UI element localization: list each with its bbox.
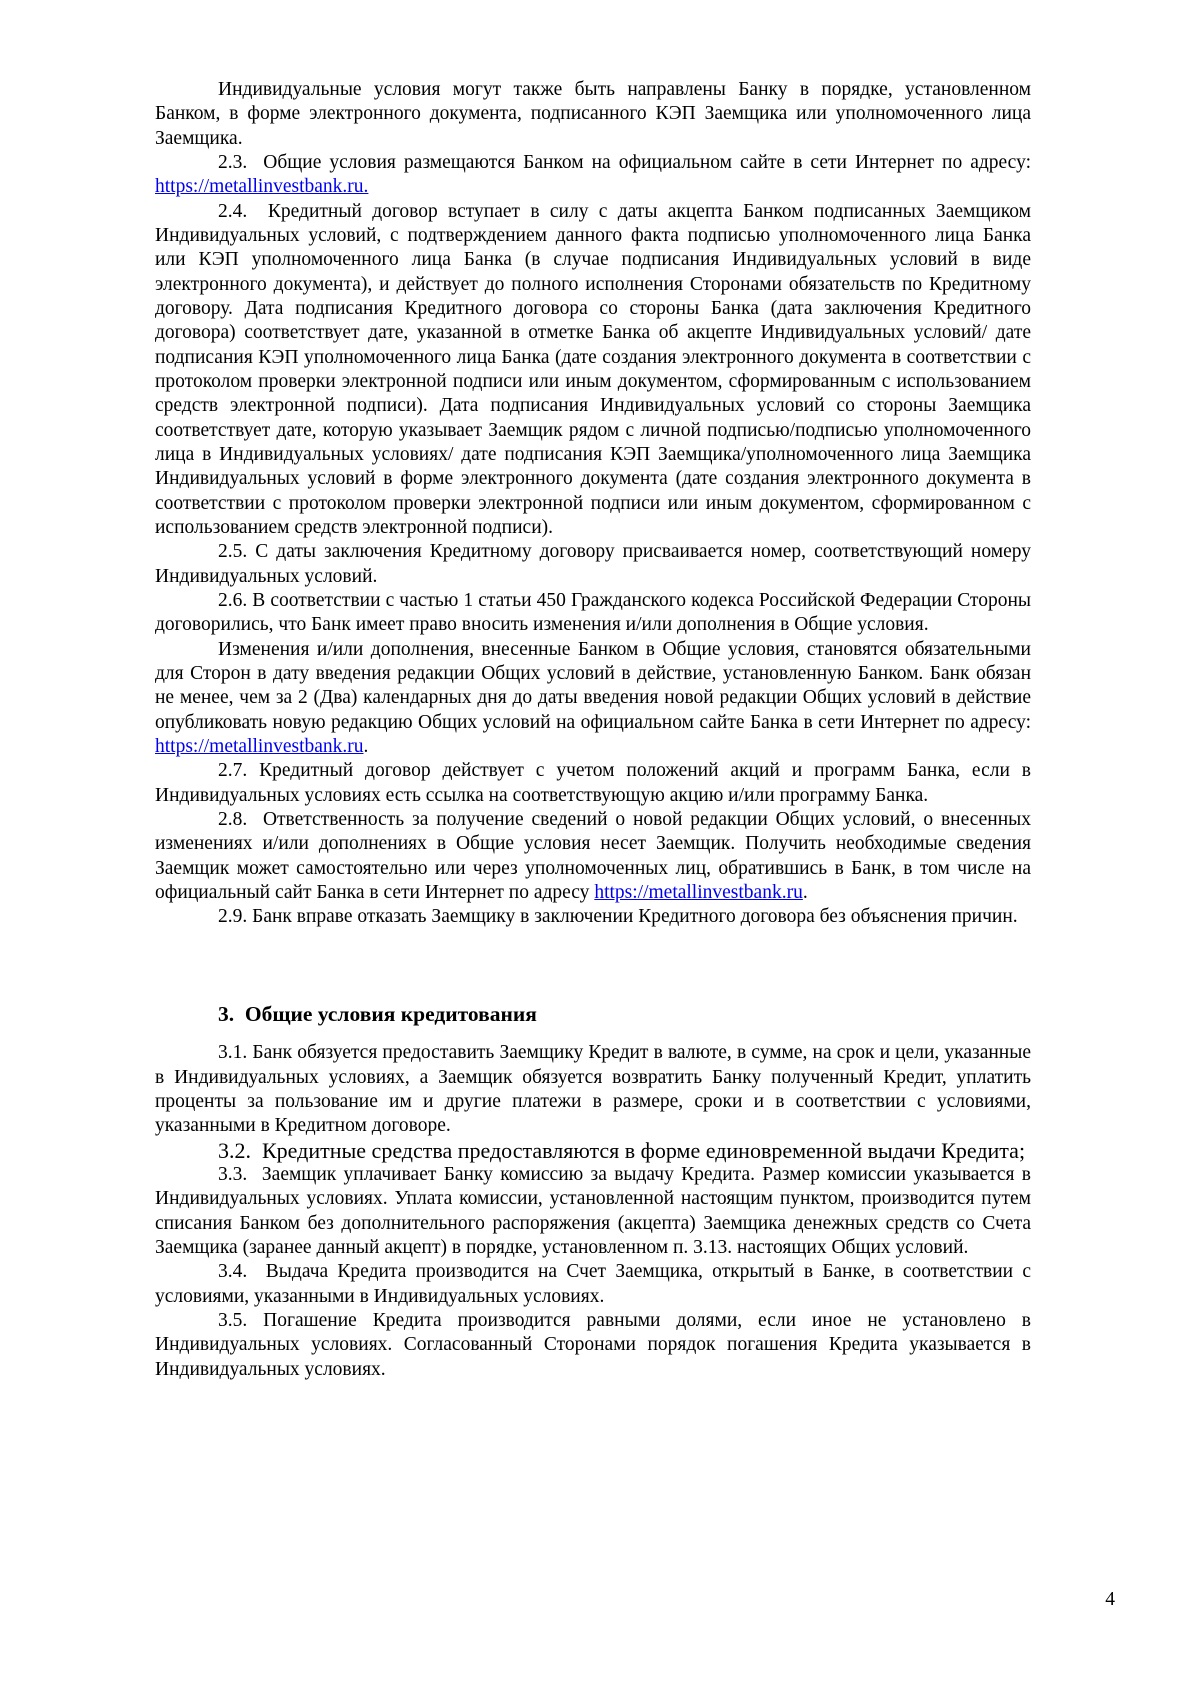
text-run: 2.5. С даты заключения Кредитному договору присваивается номер, соответствующий номеру Индивидуальных условий. (155, 541, 1031, 587)
text-run: 3.2. Кредитные средства предоставляются в форме единовременной выдачи Кредита; (218, 1137, 1026, 1163)
text-run: Изменения и/или дополнения, внесенные Банком в Общие условия, становятся обязательными для Сторон в дату введения редакции Общих условий в действие, установленную Банком. Банк обязан не менее, чем за 2 (Два) календарных дня до даты введения новой редакции Общих условий в действие опубликовать новую редакцию Общих условий на официальном сайте Банка в сети Интернет по адресу: (155, 638, 1031, 733)
paragraph (155, 1163, 1031, 1260)
text-run: Индивидуальные условия могут также быть направлены Банку в порядке, установленном Банком, в форме электронного документа, подписанного КЭП Заемщика или уполномоченного лица Заемщика. (155, 79, 1031, 149)
text-run: 2.3. Общие условия размещаются Банком на официальном сайте в сети Интернет по адресу: (218, 151, 1031, 173)
section-heading (155, 1001, 1031, 1027)
paragraph (155, 905, 1031, 929)
paragraph (155, 1139, 1031, 1163)
text-run: . (363, 735, 369, 757)
document-body (155, 78, 1031, 1382)
text-run: . (802, 881, 808, 903)
link-metallinvestbank[interactable]: https://metallinvestbank.ru. (155, 176, 369, 198)
paragraph (155, 540, 1031, 589)
page-number: 4 (1105, 1589, 1115, 1610)
text-run: 3.5. Погашение Кредита производится равными долями, если иное не установлено в Индивидуальных условиях. Согласованный Сторонами порядок погашения Кредита указывается в Индивидуальных условиях. (155, 1310, 1031, 1380)
paragraph (155, 1309, 1031, 1382)
link-metallinvestbank[interactable]: https://metallinvestbank.ru (155, 735, 364, 757)
text-run: 3.1. Банк обязуется предоставить Заемщику Кредит в валюте, в сумме, на срок и цели, указанные в Индивидуальных условиях, а Заемщик обязуется возвратить Банку полученный Кредит, уплатить проценты за пользование им и другие платежи в размере, сроки и в соответствии с условиями, указанными в Кредитном договоре. (155, 1042, 1031, 1137)
text-run: 3.3. Заемщик уплачивает Банку комиссию за выдачу Кредита. Размер комиссии указывается в Индивидуальных условиях. Уплата комиссии, установленной настоящим пунктом, производится путем списания Банком без дополнительного распоряжения (акцепта) Заемщика денежных средств со Счета Заемщика (заранее данный акцепт) в порядке, установленном п. 3.13. настоящих Общих условий. (155, 1164, 1031, 1259)
text-run: 3. Общие условия кредитования (218, 1002, 537, 1027)
paragraph (155, 151, 1031, 200)
paragraph (155, 1041, 1031, 1138)
paragraph (155, 200, 1031, 541)
paragraph (155, 78, 1031, 151)
paragraph (155, 1260, 1031, 1309)
text-run: 3.4. Выдача Кредита производится на Счет Заемщика, открытый в Банке, в соответствии с условиями, указанными в Индивидуальных условиях. (155, 1261, 1031, 1307)
paragraph (155, 589, 1031, 638)
paragraph (155, 759, 1031, 808)
text-run: 2.6. В соответствии с частью 1 статьи 450 Гражданского кодекса Российской Федерации Стороны договорились, что Банк имеет право вносить изменения и/или дополнения в Общие условия. (155, 589, 1031, 636)
text-run: 2.4. Кредитный договор вступает в силу с даты акцепта Банком подписанных Заемщиком Индивидуальных условий, с подтверждением данного факта подписью уполномоченного лица Банка или КЭП уполномоченного лица Банка (в случае подписания Индивидуальных условий в виде электронного документа), и действует до полного исполнения Сторонами обязательств по Кредитному договору. Дата подписания Кредитного договора со стороны Банка (дата заключения Кредитного договора) соответствует дате, указанной в отметке Банка об акцепте Индивидуальных условий/ дате подписания КЭП уполномоченного лица Банка (дате создания электронного документа в соответствии с протоколом проверки электронной подписи или иным документом, сформированным с использованием средств электронной подписи). Дата подписания Индивидуальных условий со стороны Заемщика соответствует дате, которую указывает Заемщик рядом с личной подписью/подписью уполномоченного лица в Индивидуальных условиях/ дате подписания КЭП Заемщика/уполномоченного лица Заемщика Индивидуальных условий в форме электронного документа (дате создания электронного документа в соответствии с протоколом проверки электронной подписи или иным документом, сформированном с использованием средств электронной подписи). (155, 200, 1031, 538)
paragraph (155, 638, 1031, 760)
link-metallinvestbank[interactable]: https://metallinvestbank.ru (594, 881, 803, 903)
text-run: 2.9. Банк вправе отказать Заемщику в заключении Кредитного договора без объяснения причин. (218, 906, 1018, 928)
paragraph (155, 808, 1031, 905)
text-run: 2.8. Ответственность за получение сведений о новой редакции Общих условий, о внесенных изменениях и/или дополнениях в Общие условия несет Заемщик. Получить необходимые сведения Заемщик может самостоятельно или через уполномоченных лиц, обратившись в Банк, в том числе на официальный сайт Банка в сети Интернет по адресу (155, 808, 1031, 903)
text-run: 2.7. Кредитный договор действует с учетом положений акций и программ Банка, если в Индивидуальных условиях есть ссылка на соответствующую акцию и/или программу Банка. (155, 760, 1031, 806)
